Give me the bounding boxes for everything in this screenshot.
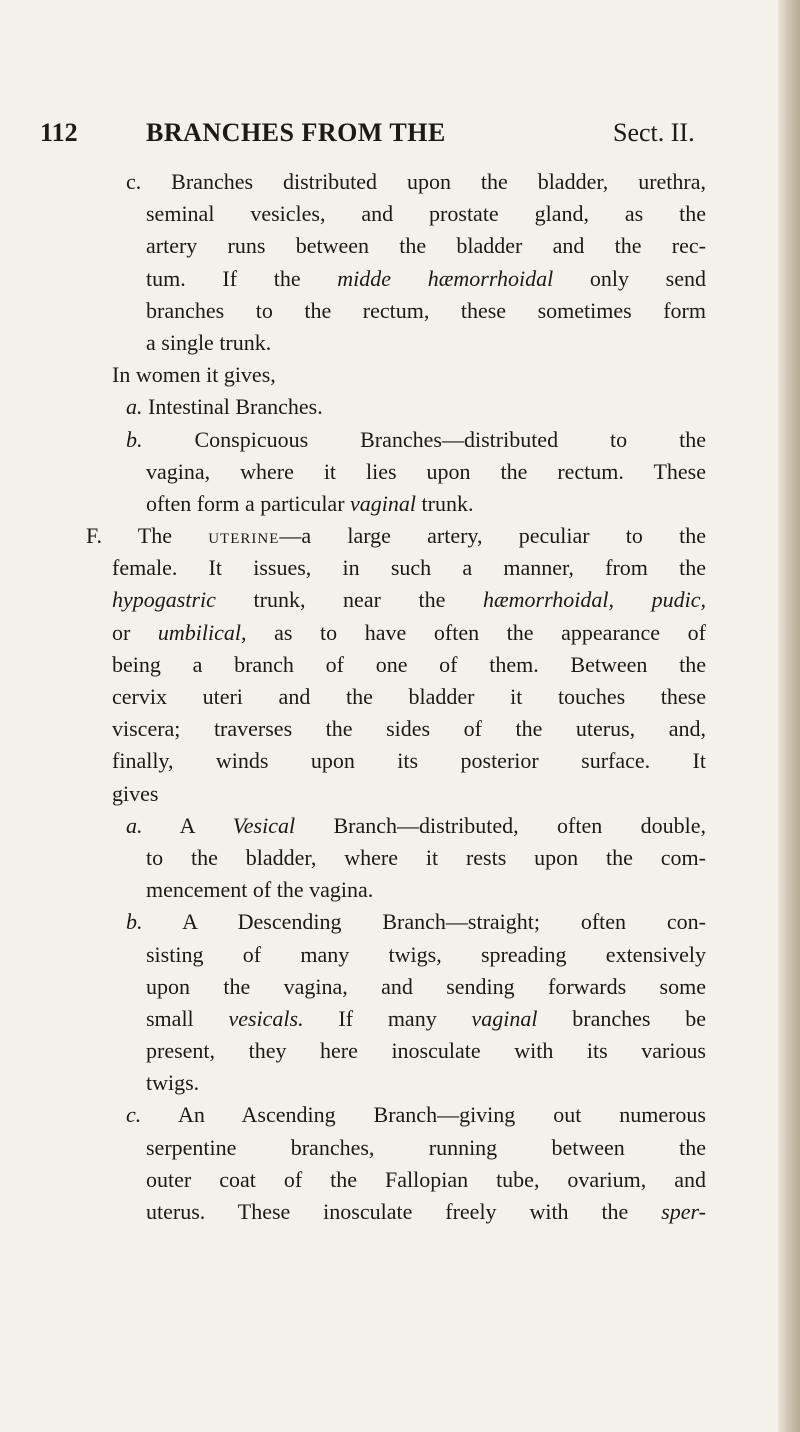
text-run: A <box>142 812 233 838</box>
text-run: uterus. These inosculate freely with the <box>146 1199 662 1224</box>
page-number: 112 <box>40 118 78 147</box>
text-line <box>86 488 706 520</box>
text-run: a single trunk. <box>146 329 272 355</box>
text-run: In women it gives, <box>112 362 276 388</box>
section-label: Sect. II. <box>613 118 695 147</box>
text-line <box>86 906 706 938</box>
text-run: Intestinal Branches. <box>142 394 323 420</box>
text-line <box>86 1035 706 1067</box>
text-line <box>86 230 706 262</box>
text-run: finally, winds upon its posterior surface. It <box>112 748 706 774</box>
italic-run: vaginal <box>471 1005 538 1031</box>
text-run: vagina, where it lies upon the rectum. These <box>146 458 706 484</box>
italic-run: a. <box>126 812 143 838</box>
text-run: present, they here inosculate with its various <box>146 1038 706 1064</box>
page-edge <box>778 0 800 1432</box>
text-line <box>86 584 706 616</box>
text-line <box>86 1003 706 1035</box>
italic-run: vesicals. <box>228 1005 304 1031</box>
text-run: If many <box>303 1005 472 1031</box>
text-line <box>86 649 706 681</box>
text-line <box>86 745 706 777</box>
text-run: c. Branches distributed upon the bladder, urethra, <box>126 169 706 194</box>
text-line <box>86 295 706 327</box>
italic-run: a. <box>126 394 143 420</box>
text-line <box>86 939 706 971</box>
text-run: outer coat of the Fallopian tube, ovarium, and <box>146 1166 706 1192</box>
text-run: only send <box>553 265 706 291</box>
text-line <box>86 1196 706 1228</box>
text-run: Conspicuous Branches—distributed to the <box>142 426 706 452</box>
text-run: small <box>146 1005 229 1031</box>
italic-run: Vesical <box>232 812 296 838</box>
italic-run: umbilical, <box>157 619 247 645</box>
text-line <box>86 1099 706 1131</box>
text-line <box>86 359 706 391</box>
text-line <box>86 874 706 906</box>
text-run: viscera; traverses the sides of the uterus, and, <box>112 716 706 742</box>
italic-run: hypogastric <box>112 587 216 613</box>
text-line <box>86 166 706 198</box>
text-line <box>86 842 706 874</box>
text-run: branches to the rectum, these sometimes form <box>146 297 706 323</box>
text-run: artery runs between the bladder and the rec- <box>146 233 706 259</box>
text-run: serpentine branches, running between the <box>146 1134 706 1160</box>
text-line <box>86 778 706 810</box>
text-line <box>86 681 706 713</box>
text-run: trunk. <box>416 490 474 516</box>
text-run: seminal vesicles, and prostate gland, as the <box>146 201 706 227</box>
italic-run: b. <box>126 426 143 452</box>
text-run: upon the vagina, and sending forwards some <box>146 973 706 999</box>
text-line <box>86 327 706 359</box>
text-run: gives <box>112 780 159 806</box>
text-line <box>86 810 706 842</box>
italic-run: hæmorrhoidal <box>427 265 554 291</box>
text-run: A Descending Branch—straight; often con- <box>142 909 706 935</box>
text-run: F. The <box>86 523 209 549</box>
text-line <box>86 552 706 584</box>
text-run: cervix uteri and the bladder it touches these <box>112 684 706 709</box>
text-line <box>86 263 706 295</box>
body-text <box>86 166 706 1228</box>
text-line <box>86 1067 706 1099</box>
italic-run: vaginal <box>350 490 417 516</box>
text-line <box>86 198 706 230</box>
italic-run: c. <box>126 1102 142 1128</box>
text-run: Branch—distributed, often double, <box>295 812 706 838</box>
text-line <box>86 1132 706 1164</box>
text-run <box>391 266 428 291</box>
text-run: being a branch of one of them. Between the <box>112 651 706 677</box>
text-run: uterine <box>208 523 280 549</box>
text-run: female. It issues, in such a manner, from the <box>112 555 706 581</box>
page-header <box>40 118 730 154</box>
italic-run: sper- <box>661 1199 706 1224</box>
text-run: —a large artery, peculiar to the <box>279 523 706 549</box>
italic-run: b. <box>126 909 143 935</box>
text-line <box>86 391 706 423</box>
text-line <box>86 617 706 649</box>
text-line <box>86 520 706 552</box>
text-run: trunk, near the <box>215 587 483 613</box>
text-line <box>86 424 706 456</box>
text-run: branches be <box>537 1005 706 1031</box>
text-run: sisting of many twigs, spreading extensively <box>146 941 706 967</box>
text-run: often form a particular <box>146 490 351 516</box>
text-line <box>86 713 706 745</box>
text-line <box>86 1164 706 1196</box>
italic-run: hæmorrhoidal, pudic, <box>483 587 706 613</box>
text-line <box>86 971 706 1003</box>
italic-run: midde <box>337 265 392 291</box>
text-run: tum. If the <box>146 265 338 291</box>
text-run: to the bladder, where it rests upon the com- <box>146 844 706 870</box>
text-run: as to have often the appearance of <box>246 619 706 645</box>
running-head: BRANCHES FROM THE <box>146 118 446 147</box>
text-run: An Ascending Branch—giving out numerous <box>141 1102 706 1128</box>
text-run: twigs. <box>146 1070 200 1096</box>
text-run: or <box>112 619 158 645</box>
text-run: mencement of the vagina. <box>146 877 374 903</box>
text-line <box>86 456 706 488</box>
